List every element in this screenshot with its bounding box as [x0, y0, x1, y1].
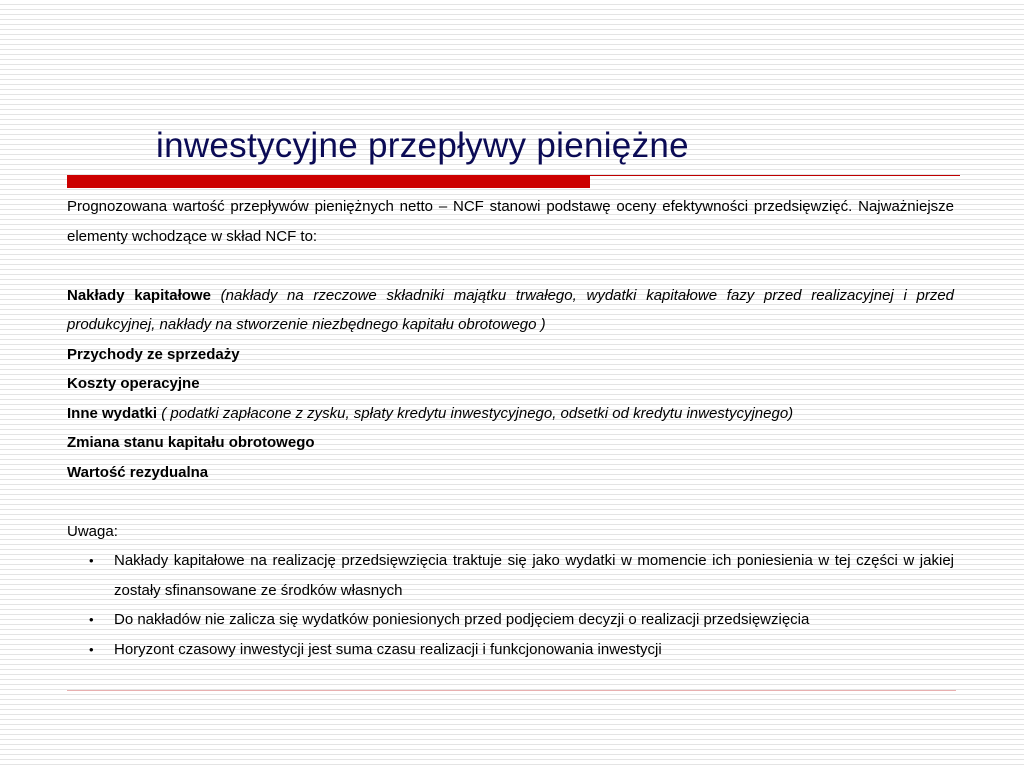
- ncf-item-residual-value: [67, 458, 954, 488]
- list-item: [67, 605, 954, 635]
- item-label: Nakłady kapitałowe: [67, 286, 211, 304]
- bullet-icon: •: [89, 641, 94, 657]
- ncf-item-capital-expenditure: [67, 281, 954, 340]
- item-detail: ( podatki zapłacone z zysku, spłaty kredytu inwestycyjnego, odsetki od kredytu inwestycyjnego): [157, 404, 794, 422]
- bullet-icon: •: [89, 553, 94, 568]
- note-text: Horyzont czasowy inwestycji jest suma czasu realizacji i funkcjonowania inwestycji: [114, 640, 662, 658]
- ncf-item-other-expenses: [67, 399, 954, 429]
- item-detail: (nakłady na rzeczowe składniki majątku trwałego, wydatki kapitałowe fazy przed realizacyjnej i przed produkcyjnej, nakłady na stworzenie niezbędnego kapitału obrotowego ): [67, 286, 954, 333]
- item-label: Inne wydatki: [67, 404, 158, 422]
- ncf-item-operating-costs: [67, 369, 954, 399]
- slide-title: inwestycyjne przepływy pieniężne: [156, 126, 689, 165]
- item-label: Zmiana stanu kapitału obrotowego: [67, 434, 315, 451]
- list-item: [67, 635, 954, 665]
- note-text: Do nakładów nie zalicza się wydatków poniesionych przed podjęciem decyzji o realizacji przedsięwzięcia: [114, 611, 810, 628]
- ncf-item-sales-revenue: [67, 340, 954, 370]
- item-label: Wartość rezydualna: [67, 463, 209, 481]
- bullet-icon: •: [89, 612, 94, 627]
- list-item: [67, 546, 954, 605]
- item-label: Koszty operacyjne: [67, 375, 200, 392]
- notes-list: [67, 546, 954, 664]
- note-text: Nakłady kapitałowe na realizację przedsięwzięcia traktuje się jako wydatki w momencie ich poniesienia w tej części w jakiej zostały sfinansowane ze środków własnych: [114, 552, 954, 599]
- intro-paragraph: Prognozowana wartość przepływów pieniężnych netto – NCF stanowi podstawę oceny efektywności przedsięwzięć. Najważniejsze elementy wchodzące w skład NCF to:: [67, 198, 954, 245]
- item-label: Przychody ze sprzedaży: [67, 345, 240, 363]
- spacer: [67, 487, 954, 517]
- footer-divider: [67, 690, 956, 691]
- title-accent-bar: [67, 175, 590, 188]
- spacer: [67, 251, 954, 281]
- slide-body: [67, 192, 954, 664]
- ncf-item-working-capital-change: [67, 428, 954, 458]
- note-heading: Uwaga:: [67, 522, 118, 540]
